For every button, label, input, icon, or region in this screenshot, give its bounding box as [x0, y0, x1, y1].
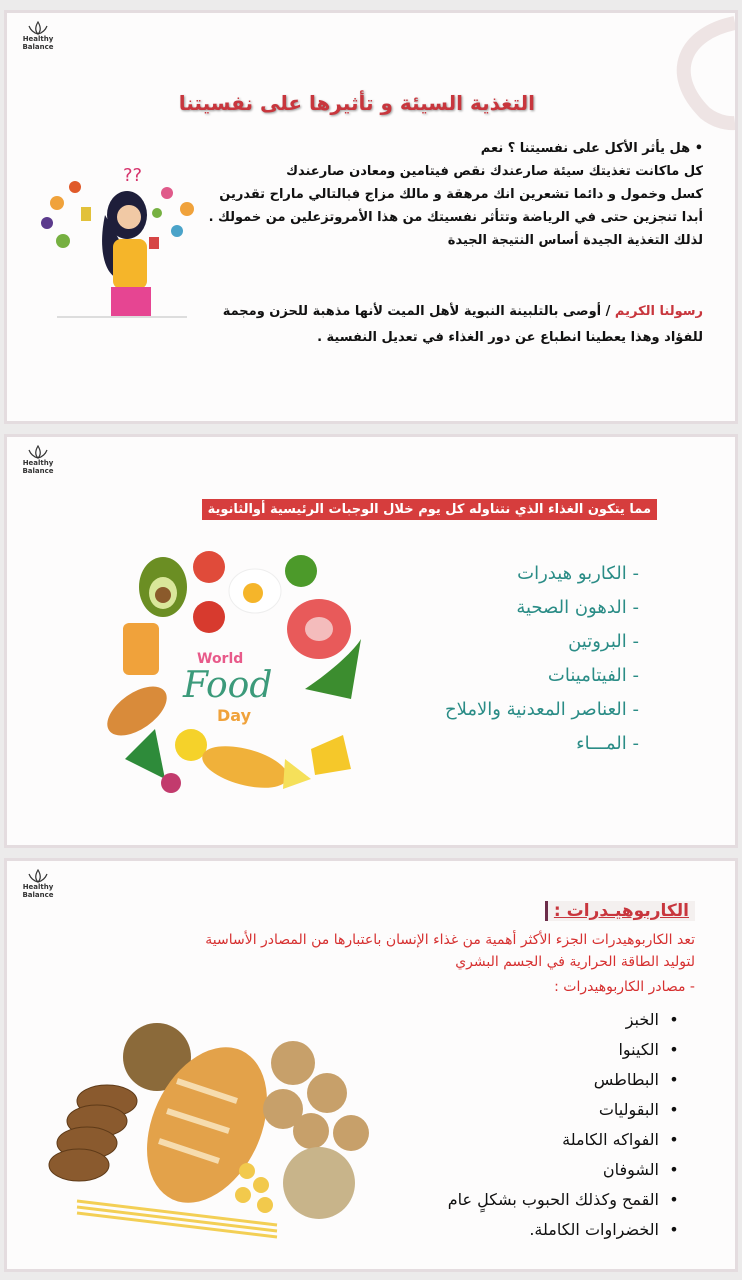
- list-item: - الفيتامينات: [445, 659, 639, 693]
- intro-line: تعد الكاربوهيدرات الجزء الأكثر أهمية من غذاء الإنسان باعتبارها من المصادر الأساسية: [205, 932, 695, 948]
- source-item: • البقوليات: [448, 1095, 683, 1125]
- slide-title: التغذية السيئة و تأثيرها على نفسيتنا: [178, 91, 535, 115]
- body-line: لذلك التغذية الجيدة أساس النتيجة الجيدة: [447, 233, 703, 248]
- badge-day: Day: [217, 706, 252, 725]
- source-item: • الفواكه الكاملة: [448, 1125, 683, 1155]
- brand-logo: [15, 21, 61, 51]
- list-item: - المـــاء: [445, 727, 639, 761]
- source-item: • القمح وكذلك الحبوب بشكلٍ عام: [448, 1185, 683, 1215]
- slide-body: [183, 137, 703, 252]
- slide-poor-nutrition: [4, 10, 738, 424]
- sources-list: [448, 1005, 683, 1245]
- section-banner: مما يتكون الغذاء الذي نتناوله كل يوم خلال الوجبات الرئيسية أوالثانوية: [202, 499, 657, 520]
- source-item: • الخبز: [448, 1005, 683, 1035]
- quote-lead: رسولنا الكريم: [614, 304, 703, 319]
- component-list: [445, 557, 639, 761]
- intro-text: [45, 929, 695, 973]
- slide-carbohydrates: [4, 858, 738, 1272]
- brand-line2: Balance: [22, 467, 54, 475]
- decorative-swirl: [595, 13, 735, 133]
- lotus-icon: [27, 21, 49, 35]
- quote-text: / أوصى بالتلبينة النبوية لأهل الميت لأنها مذهبة للحزن ومجمة: [222, 304, 615, 319]
- badge-food: Food: [183, 665, 273, 706]
- carb-foods-illustration: [47, 1021, 377, 1241]
- prophet-quote: [183, 299, 703, 351]
- lotus-icon: [27, 869, 49, 883]
- brand-logo: [15, 869, 61, 899]
- slide-food-components: [4, 434, 738, 848]
- source-item: • الكينوا: [448, 1035, 683, 1065]
- list-item: - العناصر المعدنية والاملاح: [445, 693, 639, 727]
- source-item: • الخضراوات الكاملة.: [448, 1215, 683, 1245]
- list-item: - الكاربو هيدرات: [445, 557, 639, 591]
- brand-line1: Healthy: [22, 35, 54, 43]
- intro-line: لتوليد الطاقة الحرارية في الجسم البشري: [455, 954, 695, 970]
- list-item: - الدهون الصحية: [445, 591, 639, 625]
- brand-line2: Balance: [22, 43, 54, 51]
- source-item: • الشوفان: [448, 1155, 683, 1185]
- body-line: كل ماكانت تغذيتك سيئة صارعندك نقص فيتامين ومعادن صارعندك: [286, 164, 703, 179]
- sources-subheading: - مصادر الكاربوهيدرات :: [554, 979, 695, 995]
- body-line: كسل وخمول و دائما تشعرين انك مرهقة و مالك مزاج فبالتالي ماراح تقدرين: [219, 187, 703, 202]
- confused-woman-illustration: [37, 153, 207, 318]
- brand-line2: Balance: [22, 891, 54, 899]
- lotus-icon: [27, 445, 49, 459]
- list-item: - البروتين: [445, 625, 639, 659]
- brand-line1: Healthy: [22, 459, 54, 467]
- section-heading: الكاربوهيـدرات :: [545, 901, 695, 921]
- source-item: • البطاطس: [448, 1065, 683, 1095]
- world-food-day-illustration: [105, 549, 365, 799]
- question-bullet: • هل يأثر الأكل على نفسيتنا ؟ نعم: [480, 141, 703, 156]
- badge-world: World: [197, 651, 244, 667]
- brand-logo: [15, 445, 61, 475]
- brand-line1: Healthy: [22, 883, 54, 891]
- body-line: أبدا تنجزين حتى في الرياضة وتتأثر نفسيتك من هذا الأمروتزعلين من خمولك .: [208, 210, 703, 225]
- quote-line2: للفؤاد وهذا يعطينا انطباع عن دور الغذاء في تعديل النفسية .: [317, 330, 703, 345]
- svg-text:??: ??: [123, 165, 143, 186]
